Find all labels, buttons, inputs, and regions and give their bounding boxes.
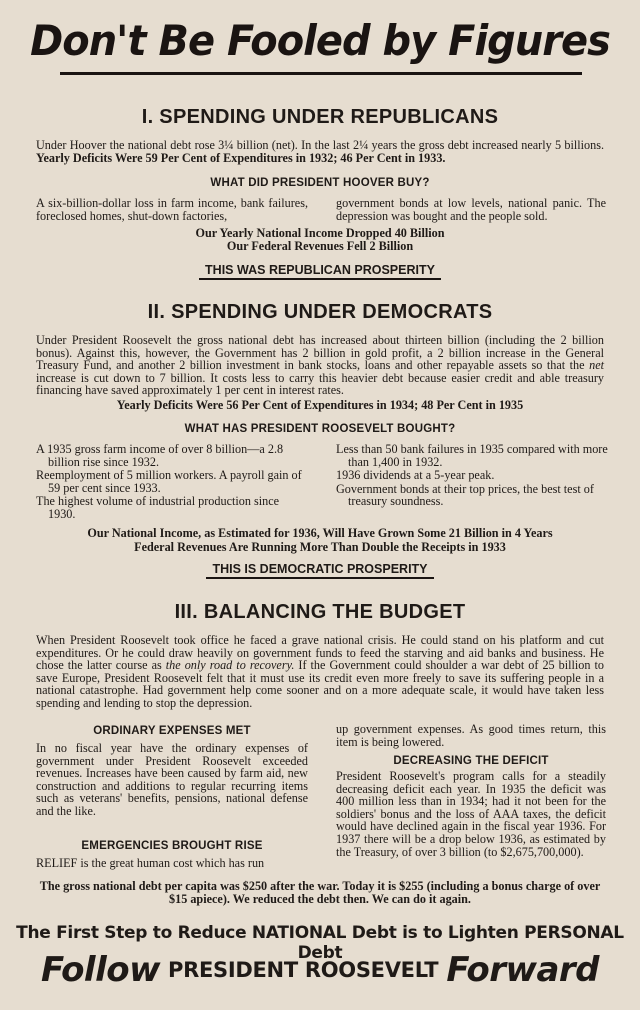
section-1-intro-text: Under Hoover the national debt rose 3¼ billion (net). In the last 2¼ years the gross debt increased nearly 5 billions.: [36, 138, 604, 152]
forward-word: Forward: [446, 950, 599, 990]
democratic-prosperity-label: THIS IS DEMOCRATIC PROSPERITY: [206, 562, 433, 579]
follow-word: Follow: [40, 950, 161, 990]
section-3-intro-a: When President Roosevelt took office he faced a grave national crisis. He could stand on his platform and cut expenditures. Or he could draw heavily on government funds to feed the starving and aid banks and business. He chose the latter course as: [36, 633, 604, 673]
list-item: A 1935 gross farm income of over 8 billion—a 2.8 billion rise since 1932.: [36, 442, 284, 469]
section-1-col-left: A six-billion-dollar loss in farm income, bank failures, foreclosed homes, shut-down factories,: [36, 196, 308, 223]
section-2-income-line: Our National Income, as Estimated for 1936, Will Have Grown Some 21 Billion in 4 Years: [87, 526, 553, 540]
section-1-intro: [36, 139, 604, 164]
section-1-income-line: Our Yearly National Income Dropped 40 Billion: [195, 226, 445, 240]
section-3-intro-italic: the only road to recovery.: [165, 658, 295, 673]
ordinary-expenses-heading: ORDINARY EXPENSES MET: [93, 725, 251, 737]
section-2-heading: II. SPENDING UNDER DEMOCRATS: [147, 301, 493, 323]
section-2-subheading: WHAT HAS PRESIDENT ROOSEVELT BOUGHT?: [184, 423, 456, 435]
section-3-intro: [36, 634, 604, 710]
section-2-intro-a: Under President Roosevelt the gross national debt has increased about thirteen billion (including the 2 billion bonus). Against this, however, the Government has 2 billion in gold profit, a 2 billion increase in the General Treasury Fund, and another 2 billion investment in bank stocks, loans and other repayable assets so that the: [36, 333, 604, 373]
list-item: The highest volume of industrial production since 1930.: [36, 494, 280, 521]
republican-prosperity-label: THIS WAS REPUBLICAN PROSPERITY: [199, 263, 441, 280]
section-2-tagline: [0, 560, 640, 579]
section-1-revenue-line: Our Federal Revenues Fell 2 Billion: [226, 239, 414, 253]
section-2-col-left: [36, 443, 308, 522]
per-capita-statement: The gross national debt per capita was $250 after the war. Today it is $255 (including a bonus charge of over $15 apiece). We reduced the debt then. We can do it again.: [39, 879, 601, 906]
list-item: Government bonds at their top prices, the best test of treasury soundness.: [336, 481, 594, 509]
emergencies-heading: EMERGENCIES BROUGHT RISE: [81, 840, 263, 852]
title-underline: [60, 72, 582, 75]
section-2-intro-b: increase is cut down to 7 billion. It costs less to carry this heavier debt because easier credit and able treasury financing have saved approximately 1 per cent in interest rates.: [36, 370, 604, 398]
emergencies-text: RELIEF is the great human cost which has run: [36, 856, 265, 870]
section-1-subheading: WHAT DID PRESIDENT HOOVER BUY?: [210, 177, 430, 189]
section-3-intro-b: If the Government could shoulder a war debt of 25 billion to save Europe, President Roosevelt felt that it must use its credit even more freely to save its suffering people in a national catastrophe. Had government help come sooner and on a more adequate scale, it would have taken less spending and lending to stop the depression.: [36, 658, 604, 710]
footer-follow-line: [0, 950, 640, 990]
section-1-tagline: [0, 261, 640, 280]
section-1-heading: I. SPENDING UNDER REPUBLICANS: [141, 106, 499, 128]
section-2-deficits: Yearly Deficits Were 56 Per Cent of Expenditures in 1934; 48 Per Cent in 1935: [116, 398, 524, 412]
footer-slogan: The First Step to Reduce NATIONAL Debt is to Lighten PERSONAL Debt: [16, 923, 624, 963]
section-2-intro-net: net: [589, 358, 604, 373]
decreasing-deficit-text: President Roosevelt's program calls for a steadily decreasing deficit each year. In 1935 the deficit was 400 million less than in 1934; had it not been for the soldiers' bonus and the loss of AAA taxes, the deficit would have declined again in the fiscal year 1936. For 1937 there will be a drop below 1936, as estimated by the Treasury, of over 3 billion (to $2,675,700,000).: [336, 769, 606, 859]
section-2-col-right: [336, 443, 608, 509]
section-2-revenue-line: Federal Revenues Are Running More Than Double the Receipts in 1933: [134, 540, 506, 554]
page-title: Don't Be Fooled by Figures: [30, 16, 610, 65]
list-item: Less than 50 bank failures in 1935 compared with more than 1,400 in 1932.: [336, 442, 608, 469]
ordinary-expenses-text: In no fiscal year have the ordinary expenses of government under President Roosevelt exceeded revenues. Increases have been caused by farm aid, new construction and additions to regular recurring items such as veterans' benefits, pensions, national defense and the like.: [36, 741, 308, 818]
decreasing-deficit-heading: DECREASING THE DEFICIT: [393, 755, 549, 767]
list-item: 1936 dividends at a 5-year peak.: [336, 468, 495, 483]
list-item: Reemployment of 5 million workers. A payroll gain of 59 per cent since 1933.: [36, 468, 302, 495]
president-roosevelt-label: PRESIDENT ROOSEVELT: [168, 958, 439, 982]
section-1-deficits: Yearly Deficits Were 59 Per Cent of Expenditures in 1932; 46 Per Cent in 1933.: [36, 150, 446, 165]
section-3-heading: III. BALANCING THE BUDGET: [174, 601, 466, 623]
section-2-intro: [36, 334, 604, 397]
section-1-col-right: government bonds at low levels, national panic. The depression was bought and the people sold.: [336, 196, 606, 223]
section-3-right-continued: up government expenses. As good times return, this item is being lowered.: [336, 722, 606, 749]
